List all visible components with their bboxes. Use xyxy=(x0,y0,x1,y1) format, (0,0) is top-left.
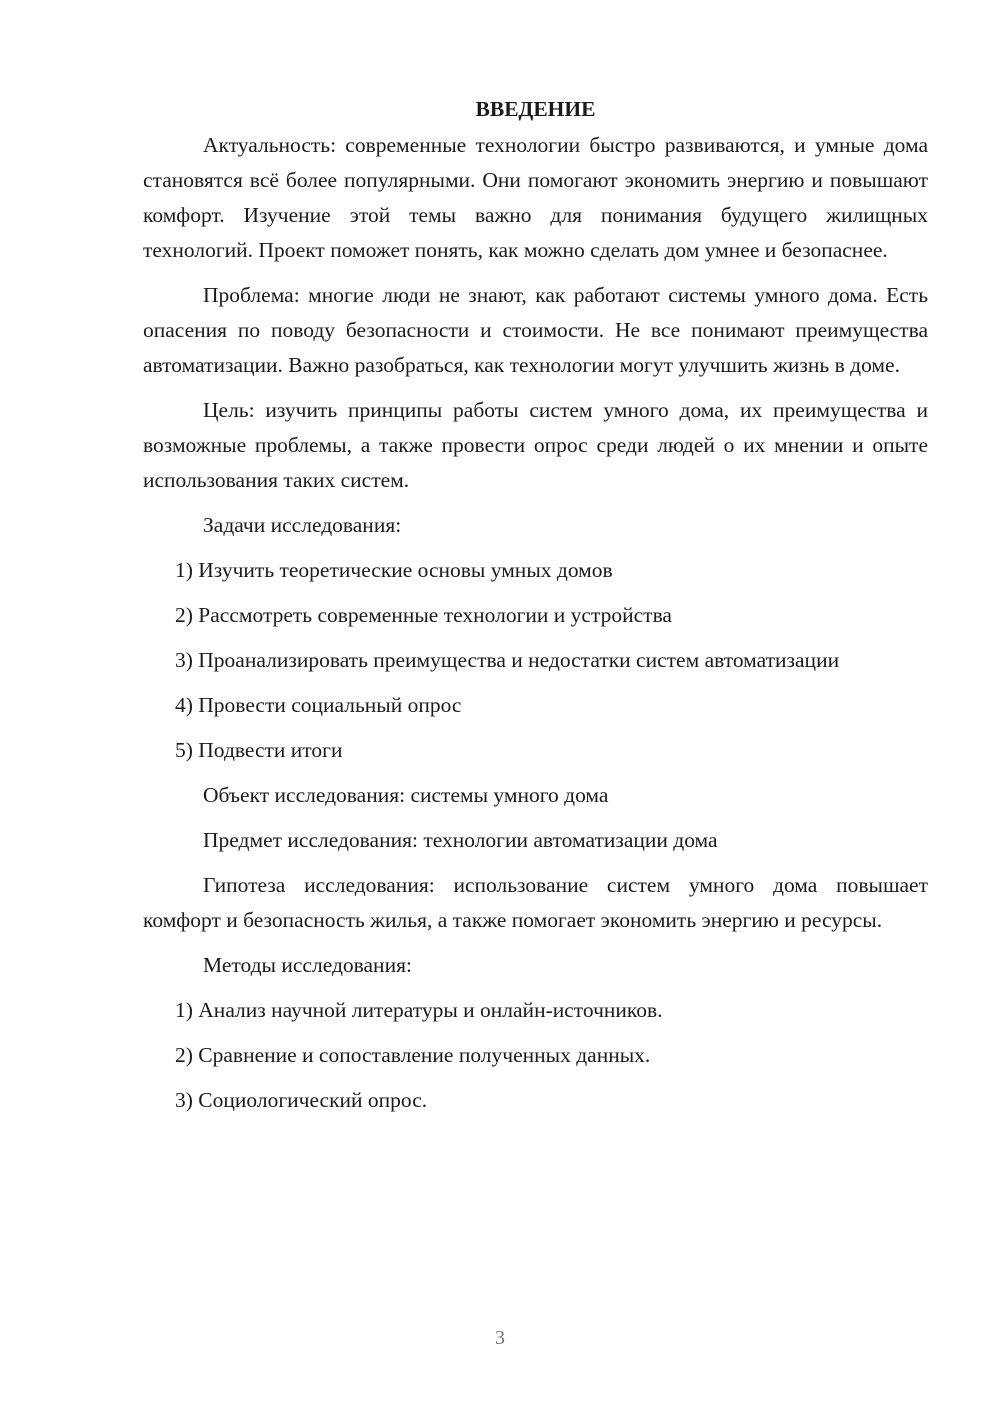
hypothesis-paragraph: Гипотеза исследования: использование систем умного дома повышает комфорт и безопасность жилья, а также помогает экономить энергию и ресурсы. xyxy=(143,873,928,932)
task-item: 5) Подвести итоги xyxy=(175,738,343,762)
section-title: ВВЕДЕНИЕ xyxy=(475,97,596,121)
problem-paragraph: Проблема: многие люди не знают, как работают системы умного дома. Есть опасения по поводу безопасности и стоимости. Не все понимают преимущества автоматизации. Важно разобраться, как технологии могут улучшить жизнь в доме. xyxy=(143,283,928,377)
task-item: 3) Проанализировать преимущества и недостатки систем автоматизации xyxy=(175,648,840,672)
task-item: 4) Провести социальный опрос xyxy=(175,693,462,717)
subject-line: Предмет исследования: технологии автоматизации дома xyxy=(203,828,718,852)
page-number: 3 xyxy=(495,1327,505,1349)
document-page xyxy=(143,92,928,1128)
method-item: 3) Социологический опрос. xyxy=(175,1088,428,1112)
goal-paragraph: Цель: изучить принципы работы систем умного дома, их преимущества и возможные проблемы, а также провести опрос среди людей о их мнении и опыте использования таких систем. xyxy=(143,398,928,492)
method-item: 2) Сравнение и сопоставление полученных данных. xyxy=(175,1043,651,1067)
relevance-paragraph: Актуальность: современные технологии быстро развиваются, и умные дома становятся всё более популярными. Они помогают экономить энергию и повышают комфорт. Изучение этой темы важно для понимания будущего жилищных технологий. Проект поможет понять, как можно сделать дом умнее и безопаснее. xyxy=(143,133,928,262)
methods-heading: Методы исследования: xyxy=(203,953,412,977)
task-item: 1) Изучить теоретические основы умных домов xyxy=(175,558,613,582)
tasks-heading: Задачи исследования: xyxy=(203,513,402,537)
object-line: Объект исследования: системы умного дома xyxy=(203,783,609,807)
task-item: 2) Рассмотреть современные технологии и устройства xyxy=(175,603,672,627)
method-item: 1) Анализ научной литературы и онлайн-источников. xyxy=(175,998,663,1022)
